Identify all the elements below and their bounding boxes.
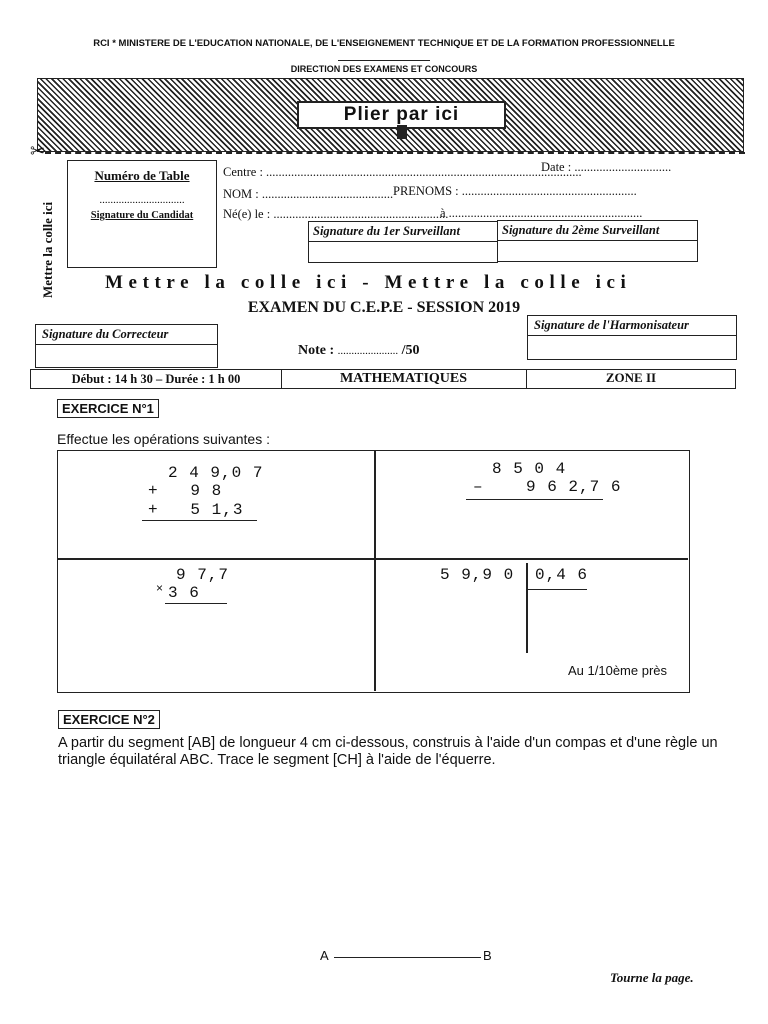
op3-line2: 3 6 bbox=[168, 584, 200, 602]
division-bar-vertical bbox=[526, 563, 528, 653]
op4-divisor: 0,4 6 bbox=[535, 566, 589, 584]
correcteur-label: Signature du Correcteur bbox=[36, 325, 217, 345]
fold-arrow-icon bbox=[397, 125, 407, 139]
harmonisateur-box bbox=[527, 315, 737, 360]
segment-ab bbox=[334, 957, 481, 958]
direction-header: DIRECTION DES EXAMENS ET CONCOURS bbox=[290, 64, 478, 74]
exercise1-title: EXERCICE N°1 bbox=[57, 399, 159, 418]
date-field[interactable]: Date : ............................... bbox=[541, 160, 672, 174]
scissors-icon: ✂ bbox=[30, 141, 46, 161]
header-underline bbox=[338, 60, 430, 61]
operations-grid bbox=[57, 450, 690, 693]
cut-line bbox=[45, 152, 745, 154]
fold-label: Plier par ici bbox=[297, 101, 506, 129]
surveillant2-box bbox=[497, 220, 698, 262]
centre-field[interactable]: Centre : ..................................................................................................... bbox=[223, 165, 582, 179]
exam-info-row bbox=[30, 369, 736, 389]
harmonisateur-label: Signature de l'Harmonisateur bbox=[528, 316, 736, 336]
point-b-label: B bbox=[483, 948, 492, 963]
op1-line3: + 5 1,3 bbox=[148, 501, 244, 519]
birthdate-field[interactable]: Né(e) le : ........................................................ bbox=[223, 207, 449, 221]
op2-line2: – 9 6 2,7 6 bbox=[473, 478, 622, 496]
division-bar-horizontal bbox=[527, 589, 587, 590]
table-number-dots: ............................... bbox=[99, 194, 185, 206]
nom-field[interactable]: NOM : .......................................... bbox=[223, 187, 394, 201]
surveillant1-label: Signature du 1er Surveillant bbox=[309, 222, 497, 242]
exercise2-text: A partir du segment [AB] de longueur 4 cm ci-dessous, construis à l'aide d'un compas et d'une règle un triangle équilatéral ABC. Trace le segment [CH] à l'aide de l'équerre. bbox=[58, 735, 718, 768]
candidate-signature-label: Signature du Candidat bbox=[90, 210, 194, 221]
zone-label: ZONE II bbox=[605, 370, 657, 385]
op2-result-line bbox=[466, 499, 603, 500]
surveillant1-box bbox=[308, 221, 498, 263]
op2-line1: 8 5 0 4 bbox=[492, 460, 567, 478]
glue-banner: Mettre la colle ici - Mettre la colle ici bbox=[105, 272, 632, 293]
correcteur-box bbox=[35, 324, 218, 368]
op3-result-line bbox=[165, 603, 227, 604]
candidate-number-box bbox=[67, 160, 217, 268]
op1-line1: 2 4 9,0 7 bbox=[168, 464, 264, 482]
start-duration: Début : 14 h 30 – Durée : 1 h 00 bbox=[31, 370, 282, 388]
op1-line2: + 9 8 bbox=[148, 482, 223, 500]
multiply-sign: × bbox=[156, 581, 164, 595]
op4-dividend: 5 9,9 0 bbox=[440, 566, 515, 584]
exam-title: EXAMEN DU C.E.P.E - SESSION 2019 bbox=[247, 299, 521, 316]
grid-horizontal-divider bbox=[58, 558, 688, 560]
op1-result-line bbox=[142, 520, 257, 521]
turn-page-note: Tourne la page. bbox=[610, 970, 694, 985]
note-max: /50 bbox=[401, 343, 420, 358]
ministry-header: RCI * MINISTERE DE L'EDUCATION NATIONALE, DE L'ENSEIGNEMENT TECHNIQUE ET DE LA FORMATION PROFESSIONNELLE bbox=[93, 38, 675, 49]
point-a-label: A bbox=[320, 948, 329, 963]
table-number-label: Numéro de Table bbox=[94, 168, 190, 183]
note-label: Note : bbox=[298, 343, 335, 358]
precision-note: Au 1/10ème près bbox=[568, 663, 668, 678]
subject-label: MATHEMATIQUES bbox=[281, 370, 527, 388]
exercise2-title: EXERCICE N°2 bbox=[58, 710, 160, 729]
note-dots: ...................... bbox=[337, 345, 399, 357]
note-field[interactable] bbox=[298, 343, 420, 359]
side-glue-label: Mettre la colle ici bbox=[40, 201, 55, 298]
grid-vertical-divider bbox=[374, 451, 376, 691]
op3-line1: 9 7,7 bbox=[176, 566, 230, 584]
birthplace-field[interactable]: à .............................................................. bbox=[440, 206, 643, 220]
prenoms-field[interactable]: PRENOMS : ........................................................ bbox=[393, 184, 637, 198]
exercise1-instruction: Effectue les opérations suivantes : bbox=[57, 431, 270, 447]
surveillant2-label: Signature du 2ème Surveillant bbox=[498, 221, 697, 241]
